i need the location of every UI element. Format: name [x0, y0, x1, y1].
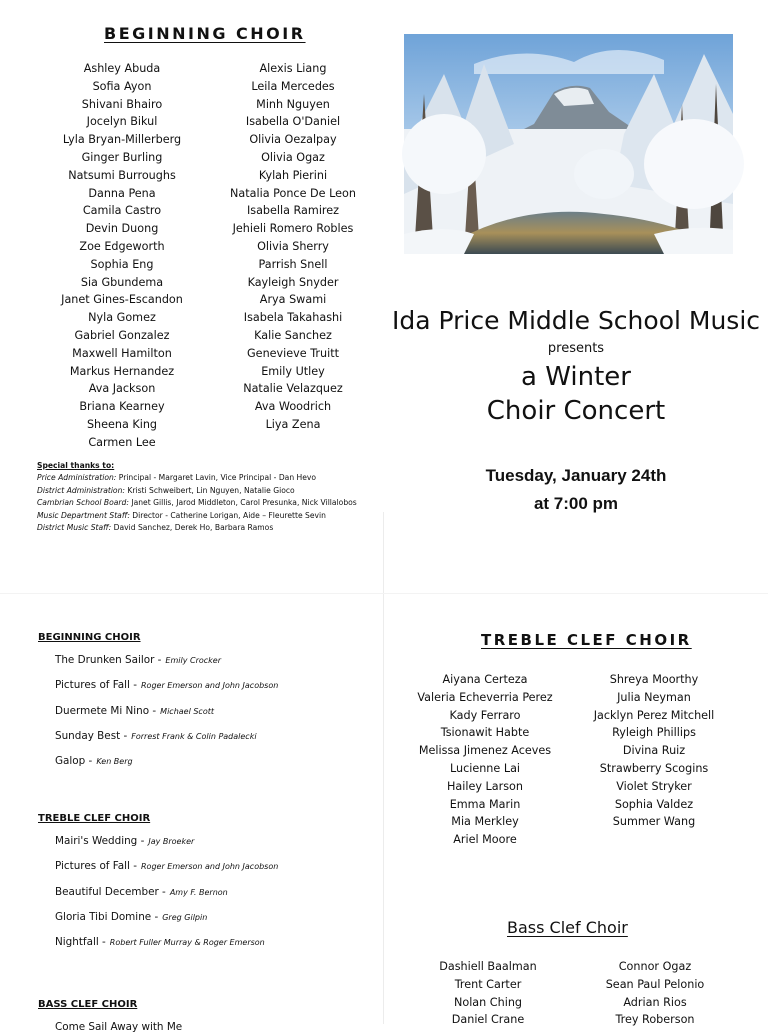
concert-time: at 7:00 pm	[533, 494, 619, 513]
beginning-name: Olivia Sherry	[257, 239, 329, 253]
special-thanks	[37, 460, 357, 534]
piece-title: Nightfall -	[55, 936, 106, 949]
beginning-name: Shivani Bhairo	[81, 97, 163, 111]
program-section-heading: TREBLE CLEF CHOIR	[38, 813, 151, 824]
beginning-name: Isabela Takahashi	[243, 311, 343, 325]
treble-name: Violet Stryker	[616, 779, 692, 793]
thanks-text: Principal - Margaret Lavin, Vice Principal - Dan Hevo	[118, 473, 317, 483]
program-piece	[55, 835, 194, 847]
bass-name: Nolan Ching	[453, 995, 523, 1009]
beginning-name: Ava Woodrich	[254, 400, 332, 414]
beginning-name: Isabella O'Daniel	[245, 115, 341, 129]
program-piece	[55, 730, 257, 742]
beginning-choir-title: BEGINNING CHOIR	[104, 24, 306, 43]
piece-title: Pictures of Fall -	[55, 860, 137, 873]
winter-landscape-image	[404, 34, 733, 254]
treble-name: Julia Neyman	[617, 690, 691, 704]
thanks-text: David Sanchez, Derek Ho, Barbara Ramos	[113, 523, 274, 533]
treble-name: Jacklyn Perez Mitchell	[593, 708, 715, 722]
thanks-line	[37, 510, 357, 522]
beginning-name: Ava Jackson	[88, 382, 156, 396]
beginning-name: Natalie Velazquez	[243, 382, 343, 396]
beginning-name: Markus Hernandez	[69, 364, 175, 378]
beginning-name: Sophia Eng	[90, 257, 154, 271]
thanks-line	[37, 485, 357, 497]
beginning-name: Emily Utley	[261, 364, 325, 378]
treble-name: Divina Ruiz	[622, 744, 686, 758]
beginning-name: Danna Pena	[88, 186, 156, 200]
thanks-role: Cambrian School Board:	[37, 498, 132, 508]
bass-name: Sean Paul Pelonio	[605, 977, 705, 991]
thanks-text: Kristi Schweibert, Lin Nguyen, Natalie Gioco	[127, 485, 295, 495]
beginning-name: Briana Kearney	[79, 400, 165, 414]
beginning-names-col1	[42, 60, 202, 452]
bass-clef-title: Bass Clef Choir	[507, 918, 628, 937]
treble-name: Aiyana Certeza	[442, 673, 528, 686]
treble-name: Summer Wang	[612, 815, 696, 829]
bass-name: Trey Roberson	[615, 1013, 695, 1027]
treble-name: Tsionawit Habte	[440, 726, 530, 740]
beginning-name: Genevieve Truitt	[247, 346, 339, 360]
bass-names-col2	[575, 958, 735, 1029]
beginning-name: Kylah Pierini	[258, 168, 328, 182]
beginning-name: Jocelyn Bikul	[86, 115, 158, 129]
treble-name: Valeria Echeverria Perez	[417, 690, 553, 704]
thanks-role: Music Department Staff:	[37, 510, 133, 520]
program-piece	[55, 860, 278, 872]
beginning-name: Lyla Bryan-Millerberg	[62, 133, 182, 147]
piece-composer: Jay Broeker	[148, 837, 195, 846]
bass-name: Daniel Crane	[451, 1013, 525, 1027]
treble-name: Shreya Moorthy	[609, 673, 699, 686]
beginning-name: Gabriel Gonzalez	[74, 328, 170, 342]
treble-name: Ryleigh Phillips	[612, 726, 696, 740]
beginning-names-col2	[213, 60, 373, 434]
thanks-role: Price Administration:	[37, 473, 119, 483]
bass-name: Connor Ogaz	[618, 960, 692, 973]
piece-composer: Ken Berg	[96, 757, 133, 767]
thanks-text: Director - Catherine Lorigan, Aide – Fleurette Sevin	[132, 510, 326, 520]
beginning-name: Olivia Oezalpay	[249, 133, 337, 147]
program-piece	[55, 936, 265, 948]
treble-name: Melissa Jimenez Aceves	[418, 744, 552, 758]
beginning-name: Olivia Ogaz	[261, 150, 325, 164]
bass-names-col1	[408, 958, 568, 1029]
piece-title: The Drunken Sailor -	[55, 654, 162, 666]
beginning-name: Arya Swami	[259, 293, 327, 307]
bass-name: Trent Carter	[454, 977, 522, 991]
beginning-name: Devin Duong	[85, 222, 159, 236]
piece-title: Galop -	[55, 755, 93, 768]
program-piece	[55, 1021, 182, 1033]
bass-name: Adrian Rios	[623, 995, 687, 1009]
thanks-line	[37, 497, 357, 509]
piece-title: Gloria Tibi Domine -	[55, 910, 159, 923]
piece-composer: Greg Gilpin	[162, 912, 208, 922]
beginning-name: Maxwell Hamilton	[72, 346, 172, 360]
beginning-name: Jehieli Romero Robles	[232, 222, 354, 236]
piece-composer: Amy F. Bernon	[169, 887, 228, 897]
treble-name: Hailey Larson	[447, 779, 523, 793]
piece-composer: Forrest Frank & Colin Padalecki	[131, 731, 257, 741]
panel-beginning-roster	[0, 0, 384, 533]
fold-line-horizontal	[0, 593, 768, 594]
program-piece	[55, 705, 214, 717]
program-piece	[55, 755, 133, 767]
treble-names-col2	[574, 671, 734, 831]
piece-composer: Robert Fuller Murray & Roger Emerson	[109, 938, 265, 948]
treble-name: Strawberry Scogins	[599, 761, 709, 775]
piece-composer: Roger Emerson and John Jacobson	[140, 681, 279, 691]
concert-title-line1: a Winter	[521, 362, 631, 392]
thanks-role: District Music Staff:	[37, 523, 114, 533]
beginning-name: Kayleigh Snyder	[247, 275, 339, 289]
concert-date: Tuesday, January 24th	[485, 466, 667, 485]
beginning-name: Ginger Burling	[81, 150, 163, 164]
treble-name: Kady Ferraro	[449, 708, 521, 722]
treble-name: Sophia Valdez	[614, 797, 694, 811]
thanks-role: District Administration:	[37, 485, 128, 495]
beginning-name: Alexis Liang	[259, 62, 327, 75]
thanks-line	[37, 522, 357, 534]
treble-name: Lucienne Lai	[449, 761, 521, 775]
beginning-name: Isabella Ramirez	[246, 204, 340, 218]
program-piece	[55, 654, 221, 666]
thanks-line	[37, 472, 357, 484]
piece-title: Beautiful December -	[55, 885, 166, 898]
bass-name: Dashiell Baalman	[439, 960, 537, 973]
piece-title: Sunday Best -	[55, 729, 128, 742]
beginning-name: Sia Gbundema	[80, 275, 164, 289]
thanks-text: Janet Gillis, Jarod Middleton, Carol Presunka, Nick Villalobos	[131, 498, 357, 508]
beginning-name: Natalia Ponce De Leon	[230, 186, 356, 200]
piece-title: Mairi's Wedding -	[55, 835, 145, 847]
beginning-name: Ashley Abuda	[83, 62, 161, 75]
treble-name: Mia Merkley	[451, 815, 519, 829]
beginning-name: Camila Castro	[82, 204, 162, 218]
treble-names-col1	[405, 671, 565, 849]
beginning-name: Minh Nguyen	[256, 97, 330, 111]
school-name: Ida Price Middle School Music	[391, 306, 761, 335]
beginning-name: Carmen Lee	[88, 435, 156, 449]
beginning-name: Sofia Ayon	[92, 79, 152, 93]
beginning-name: Zoe Edgeworth	[79, 239, 165, 253]
program-section-heading: BEGINNING CHOIR	[38, 632, 141, 643]
beginning-name: Kalie Sanchez	[254, 328, 332, 342]
beginning-name: Janet Gines-Escandon	[61, 293, 183, 307]
beginning-name: Sheena King	[86, 417, 158, 431]
piece-composer: Roger Emerson and John Jacobson	[140, 862, 279, 872]
piece-composer: Emily Crocker	[165, 656, 222, 665]
treble-name: Emma Marin	[449, 797, 521, 811]
program-piece	[55, 679, 278, 691]
program-piece	[55, 886, 228, 898]
presents-label: presents	[547, 341, 605, 356]
concert-title-line2: Choir Concert	[486, 396, 666, 426]
program-piece	[55, 911, 207, 923]
piece-composer: Michael Scott	[160, 706, 214, 716]
program-section-heading: BASS CLEF CHOIR	[38, 999, 138, 1010]
piece-title: Come Sail Away with Me	[55, 1021, 183, 1033]
beginning-name: Liya Zena	[265, 417, 321, 431]
beginning-name: Nyla Gomez	[88, 311, 156, 325]
treble-name: Ariel Moore	[453, 833, 517, 847]
beginning-name: Parrish Snell	[258, 257, 328, 271]
beginning-name: Natsumi Burroughs	[68, 168, 176, 182]
treble-clef-title: TREBLE CLEF CHOIR	[481, 631, 692, 649]
special-thanks-title: Special thanks to:	[37, 461, 115, 470]
piece-title: Duermete Mi Nino -	[55, 704, 157, 717]
beginning-name: Leila Mercedes	[251, 79, 335, 93]
piece-title: Pictures of Fall -	[55, 679, 137, 692]
